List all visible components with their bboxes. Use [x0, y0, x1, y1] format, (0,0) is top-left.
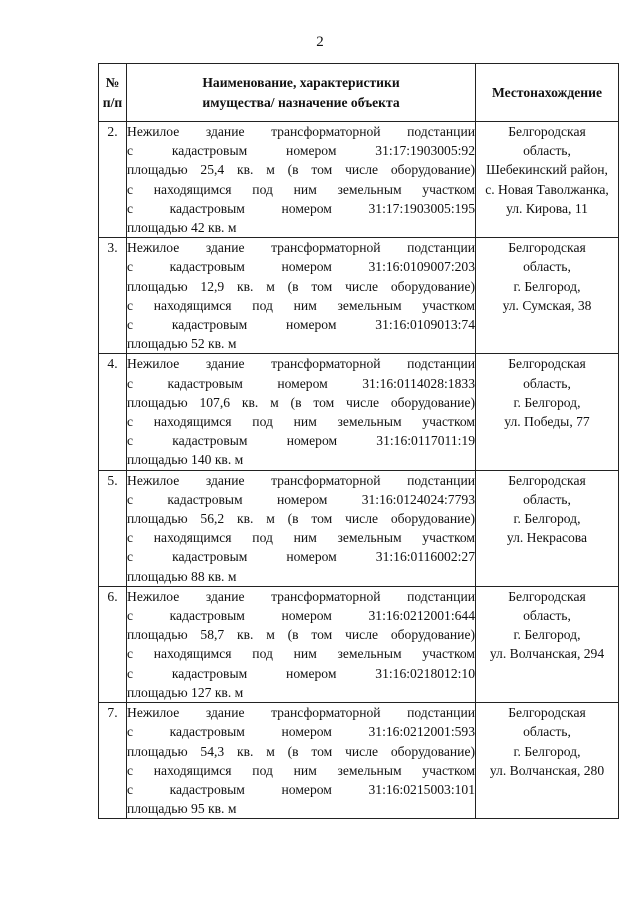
row-number: 5. [99, 470, 127, 586]
table-row [99, 238, 619, 354]
description-line: площадью 52 кв. м [127, 336, 237, 352]
location-line: г. Белгород, [513, 743, 581, 759]
table-body [99, 122, 619, 819]
location-line: Белгородская [508, 356, 586, 372]
description-line: Нежилое здание трансформаторной подстанции [127, 472, 475, 488]
location-line: Шебекинский район, [486, 162, 608, 178]
location-line: г. Белгород, [513, 627, 581, 643]
location-line: г. Белгород, [513, 394, 581, 410]
location-line: г. Белгород, [513, 278, 581, 294]
row-number: 6. [99, 586, 127, 702]
location-line: ул. Волчанская, 280 [489, 762, 605, 778]
header-location: Местонахождение [476, 64, 619, 122]
description-line: с кадастровым номером 31:16:0215003:101 [127, 781, 475, 797]
description-line: с находящимся под ним земельным участком [127, 646, 475, 662]
description-line: с кадастровым номером 31:16:0109007:203 [127, 259, 475, 275]
description-line: с кадастровым номером 31:16:0116002:27 [127, 549, 475, 565]
page-number: 2 [316, 34, 324, 50]
location-line: ул. Волчанская, 294 [489, 646, 605, 662]
table-row [99, 703, 619, 819]
description-line: с кадастровым номером 31:17:1903005:92 [127, 143, 475, 159]
description-line: Нежилое здание трансформаторной подстанции [127, 705, 475, 721]
description-line: площадью 58,7 кв. м (в том числе оборудование) [127, 627, 475, 643]
location-line: область, [523, 491, 571, 507]
location-line: область, [523, 259, 571, 275]
location-line: Белгородская [508, 124, 586, 139]
row-description [127, 122, 476, 238]
row-location [476, 122, 619, 238]
row-description [127, 470, 476, 586]
description-line: с находящимся под ним земельным участком [127, 762, 475, 778]
description-line: с кадастровым номером 31:16:0109013:74 [127, 317, 475, 333]
location-line: область, [523, 375, 571, 391]
location-line: ул. Победы, 77 [504, 414, 590, 430]
description-line: площадью 56,2 кв. м (в том числе оборудование) [127, 511, 475, 527]
location-line: Белгородская [508, 472, 586, 488]
description-line: с кадастровым номером 31:16:0212001:593 [127, 724, 475, 740]
row-location [476, 238, 619, 354]
location-line: г. Белгород, [513, 511, 581, 527]
row-number: 4. [99, 354, 127, 470]
table-row [99, 470, 619, 586]
description-line: с кадастровым номером 31:16:0124024:7793 [127, 491, 475, 507]
location-line: область, [523, 143, 571, 159]
row-location [476, 470, 619, 586]
row-description [127, 238, 476, 354]
description-line: площадью 54,3 кв. м (в том числе оборудование) [127, 743, 475, 759]
description-line: Нежилое здание трансформаторной подстанции [127, 356, 475, 372]
location-line: ул. Некрасова [506, 530, 588, 546]
row-location [476, 586, 619, 702]
table-row [99, 354, 619, 470]
row-number: 2. [99, 122, 127, 238]
row-location [476, 703, 619, 819]
location-line: Белгородская [508, 240, 586, 256]
description-line: с кадастровым номером 31:17:1903005:195 [127, 200, 475, 216]
description-line: с находящимся под ним земельным участком [127, 414, 475, 430]
description-line: площадью 95 кв. м [127, 801, 237, 817]
location-line: Белгородская [508, 705, 586, 721]
description-line: площадью 88 кв. м [127, 568, 237, 584]
table-row [99, 122, 619, 238]
description-line: с находящимся под ним земельным участком [127, 181, 475, 197]
description-line: Нежилое здание трансформаторной подстанции [127, 588, 475, 604]
description-line: с кадастровым номером 31:16:0117011:19 [127, 433, 475, 449]
description-line: Нежилое здание трансформаторной подстанции [127, 240, 475, 256]
table-row [99, 586, 619, 702]
row-number: 7. [99, 703, 127, 819]
description-line: площадью 140 кв. м [127, 452, 244, 468]
row-location [476, 354, 619, 470]
description-line: площадью 42 кв. м [127, 220, 237, 236]
row-description [127, 354, 476, 470]
table-header-row [99, 64, 619, 122]
description-line: площадью 25,4 кв. м (в том числе оборудование) [127, 162, 475, 178]
description-line: Нежилое здание трансформаторной подстанции [127, 124, 475, 139]
description-line: площадью 127 кв. м [127, 684, 244, 700]
description-line: с находящимся под ним земельным участком [127, 297, 475, 313]
location-line: область, [523, 724, 571, 740]
row-description [127, 703, 476, 819]
description-line: с находящимся под ним земельным участком [127, 530, 475, 546]
description-line: с кадастровым номером 31:16:0114028:1833 [127, 375, 475, 391]
header-description: Наименование, характеристики имущества/ назначение объекта [127, 64, 476, 122]
header-num: № п/п [99, 64, 127, 122]
description-line: с кадастровым номером 31:16:0212001:644 [127, 608, 475, 624]
description-line: с кадастровым номером 31:16:0218012:10 [127, 665, 475, 681]
row-description [127, 586, 476, 702]
location-line: ул. Сумская, 38 [502, 297, 592, 313]
description-line: площадью 107,6 кв. м (в том числе оборудование) [127, 394, 475, 410]
description-line: площадью 12,9 кв. м (в том числе оборудование) [127, 278, 475, 294]
location-line: Белгородская [508, 588, 586, 604]
row-number: 3. [99, 238, 127, 354]
location-line: ул. Кирова, 11 [506, 200, 588, 216]
location-line: с. Новая Таволжанка, [485, 181, 609, 197]
property-table [98, 63, 619, 819]
location-line: область, [523, 608, 571, 624]
